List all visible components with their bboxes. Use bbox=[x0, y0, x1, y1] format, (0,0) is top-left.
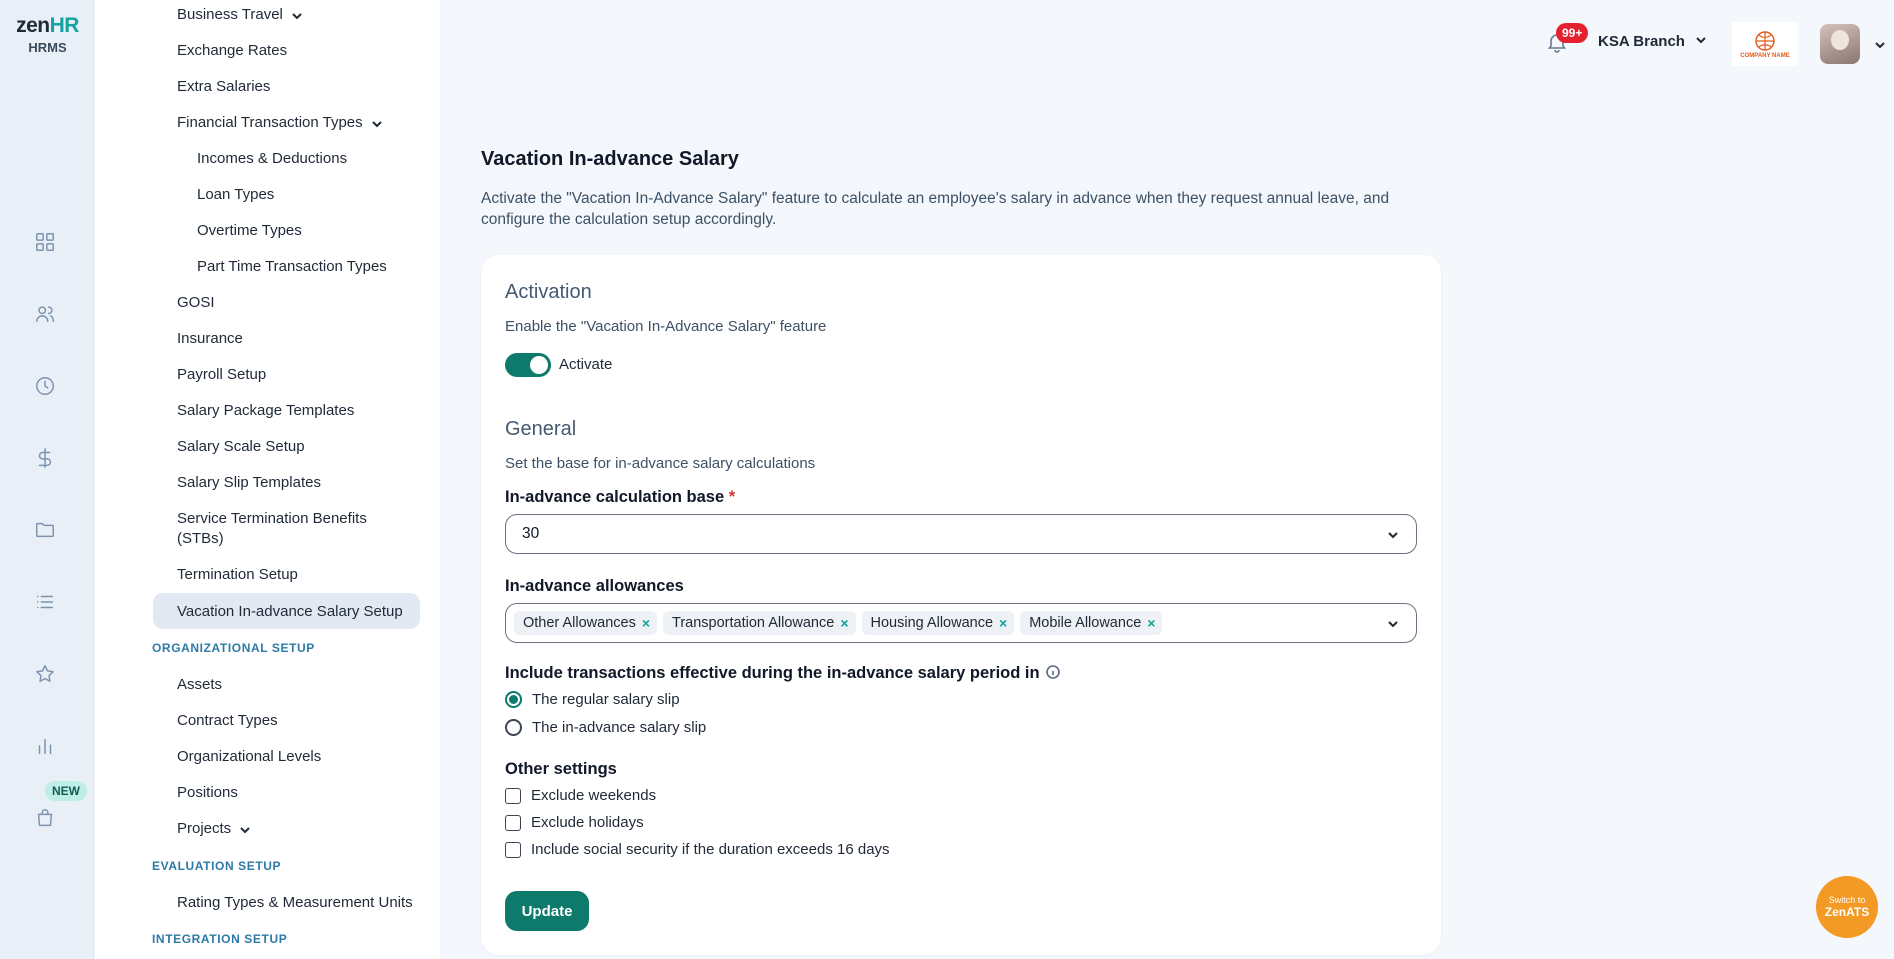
settings-card bbox=[481, 255, 1441, 955]
nav-termination-setup[interactable] bbox=[177, 566, 298, 583]
company-logo[interactable] bbox=[1732, 22, 1798, 66]
nav-label: Salary Slip Templates bbox=[177, 474, 321, 491]
calc-base-label-text: In-advance calculation base bbox=[505, 488, 725, 506]
nav-label: (STBs) bbox=[177, 530, 224, 547]
include-label-text: Include transactions effective during the in-advance salary period in bbox=[505, 664, 1040, 682]
radio-regular-slip[interactable] bbox=[505, 691, 680, 708]
nav-label: Salary Package Templates bbox=[177, 402, 355, 419]
nav-label: Vacation In-advance Salary Setup bbox=[177, 602, 403, 620]
brand-main: zen bbox=[16, 14, 50, 37]
clock-icon[interactable] bbox=[33, 374, 57, 398]
company-name-text: COMPANY NAME bbox=[1740, 53, 1790, 59]
nav-vacation-in-advance-salary-setup[interactable] bbox=[153, 593, 420, 629]
nav-positions[interactable] bbox=[177, 784, 238, 801]
tag-label: Mobile Allowance bbox=[1029, 615, 1142, 631]
checkbox bbox=[505, 788, 521, 804]
checkbox-exclude-holidays[interactable] bbox=[505, 814, 644, 831]
switch-to-zenats-button[interactable] bbox=[1816, 876, 1878, 938]
allowances-label: In-advance allowances bbox=[505, 577, 684, 595]
nav-label: Extra Salaries bbox=[177, 78, 271, 95]
section-integration-setup: INTEGRATION SETUP bbox=[152, 932, 288, 946]
checkbox-include-social-security[interactable] bbox=[505, 841, 890, 858]
nav-label: Incomes & Deductions bbox=[197, 150, 348, 167]
nav-salary-package-templates[interactable] bbox=[177, 402, 354, 419]
nav-gosi[interactable] bbox=[177, 294, 215, 311]
required-mark: * bbox=[728, 488, 736, 506]
nav-financial-transaction-types[interactable] bbox=[177, 114, 383, 131]
calc-base-label bbox=[505, 488, 735, 507]
activate-label: Activate bbox=[559, 356, 613, 373]
nav-incomes-deductions[interactable] bbox=[197, 150, 347, 167]
radio-in-advance-slip[interactable] bbox=[505, 719, 706, 736]
nav-organizational-levels[interactable] bbox=[177, 748, 321, 765]
activation-subtitle: Enable the "Vacation In-Advance Salary" feature bbox=[505, 318, 827, 335]
nav-label: Organizational Levels bbox=[177, 748, 322, 765]
bag-icon[interactable] bbox=[33, 806, 57, 830]
allowances-multiselect[interactable] bbox=[505, 603, 1417, 643]
checkbox-label: Include social security if the duration exceeds 16 days bbox=[531, 841, 890, 858]
nav-label: Positions bbox=[177, 784, 238, 801]
zenhr-logo[interactable] bbox=[10, 14, 85, 55]
radio-label: The regular salary slip bbox=[532, 691, 680, 708]
checkbox bbox=[505, 842, 521, 858]
nav-label: GOSI bbox=[177, 294, 215, 311]
nav-rating-types[interactable] bbox=[177, 894, 413, 911]
branch-selector[interactable] bbox=[1598, 33, 1707, 50]
brand-accent: HR bbox=[49, 14, 79, 37]
activate-toggle[interactable] bbox=[505, 353, 551, 377]
include-transactions-label bbox=[505, 664, 1060, 683]
general-subtitle: Set the base for in-advance salary calculations bbox=[505, 455, 816, 472]
chevron-down-icon bbox=[1386, 617, 1400, 631]
remove-tag-icon[interactable]: × bbox=[999, 615, 1008, 631]
info-icon[interactable] bbox=[1046, 665, 1060, 679]
list-icon[interactable] bbox=[33, 590, 57, 614]
allowance-tag bbox=[862, 611, 1015, 635]
general-title: General bbox=[505, 418, 577, 440]
activation-title: Activation bbox=[505, 281, 592, 303]
chevron-down-icon bbox=[291, 9, 303, 21]
nav-projects[interactable] bbox=[177, 820, 251, 837]
tag-label: Housing Allowance bbox=[870, 615, 994, 631]
nav-label: Contract Types bbox=[177, 712, 278, 729]
dollar-icon[interactable] bbox=[33, 446, 57, 470]
nav-salary-slip-templates[interactable] bbox=[177, 474, 321, 491]
allowance-tag bbox=[1020, 611, 1162, 635]
new-badge: NEW bbox=[45, 781, 87, 801]
icon-rail bbox=[0, 0, 94, 959]
chevron-down-icon[interactable] bbox=[1874, 38, 1886, 56]
other-settings-label: Other settings bbox=[505, 760, 617, 778]
nav-label: Exchange Rates bbox=[177, 42, 288, 59]
checkbox-label: Exclude holidays bbox=[531, 814, 644, 831]
remove-tag-icon[interactable]: × bbox=[641, 615, 651, 631]
nav-loan-types[interactable] bbox=[197, 186, 274, 203]
nav-assets[interactable] bbox=[177, 676, 222, 693]
checkbox bbox=[505, 815, 521, 831]
chevron-down-icon bbox=[371, 117, 383, 129]
remove-tag-icon[interactable]: × bbox=[1147, 615, 1156, 631]
radio-button bbox=[505, 691, 522, 708]
people-icon[interactable] bbox=[33, 302, 57, 326]
user-avatar[interactable] bbox=[1820, 24, 1860, 64]
radio-label: The in-advance salary slip bbox=[532, 719, 707, 736]
tag-label: Transportation Allowance bbox=[672, 615, 835, 631]
nav-label: Rating Types & Measurement Units bbox=[177, 894, 413, 911]
dashboard-icon[interactable] bbox=[33, 230, 57, 254]
chevron-down-icon bbox=[1386, 528, 1400, 542]
globe-icon bbox=[1751, 29, 1779, 53]
product-name: HRMS bbox=[28, 40, 67, 55]
bar-chart-icon[interactable] bbox=[33, 734, 57, 758]
nav-overtime-types[interactable] bbox=[197, 222, 302, 239]
nav-label: Insurance bbox=[177, 330, 243, 347]
nav-extra-salaries[interactable] bbox=[177, 78, 270, 95]
nav-label: Part Time Transaction Types bbox=[197, 258, 387, 275]
section-evaluation-setup: EVALUATION SETUP bbox=[152, 859, 282, 873]
nav-contract-types[interactable] bbox=[177, 712, 278, 729]
nav-label: Financial Transaction Types bbox=[177, 114, 363, 131]
chevron-down-icon bbox=[1695, 33, 1707, 50]
nav-insurance[interactable] bbox=[177, 330, 243, 347]
branch-name: KSA Branch bbox=[1598, 33, 1685, 50]
nav-label: Payroll Setup bbox=[177, 366, 267, 383]
nav-business-travel[interactable] bbox=[177, 6, 303, 23]
notifications-count-badge: 99+ bbox=[1556, 23, 1588, 43]
toggle-knob bbox=[530, 356, 548, 374]
calc-base-value: 30 bbox=[522, 525, 540, 542]
nav-stbs[interactable] bbox=[177, 530, 224, 547]
nav-label: Overtime Types bbox=[197, 222, 302, 239]
nav-salary-scale-setup[interactable] bbox=[177, 438, 305, 455]
nav-label: Projects bbox=[177, 820, 232, 837]
calc-base-select[interactable] bbox=[505, 514, 1417, 554]
tag-label: Other Allowances bbox=[523, 615, 636, 631]
page-description: Activate the "Vacation In-Advance Salary" feature to calculate an employee's salary in advance when they request annual leave, and configure the calculation setup accordingly. bbox=[481, 190, 1390, 228]
section-organizational-setup: ORGANIZATIONAL SETUP bbox=[152, 641, 315, 655]
nav-exchange-rates[interactable] bbox=[177, 42, 287, 59]
nav-service-termination-benefits[interactable] bbox=[177, 510, 367, 527]
allowance-tag bbox=[514, 611, 657, 635]
allowance-tag bbox=[663, 611, 855, 635]
nav-part-time-transaction-types[interactable] bbox=[197, 258, 387, 275]
nav-label: Loan Types bbox=[197, 186, 275, 203]
chevron-down-icon bbox=[239, 823, 251, 835]
radio-button bbox=[505, 719, 522, 736]
fab-line2: ZenATS bbox=[1824, 905, 1870, 919]
nav-payroll-setup[interactable] bbox=[177, 366, 266, 383]
star-icon[interactable] bbox=[33, 662, 57, 686]
nav-label: Business Travel bbox=[177, 6, 283, 23]
nav-label: Assets bbox=[177, 676, 223, 693]
update-button[interactable]: Update bbox=[505, 891, 589, 931]
nav-label: Service Termination Benefits bbox=[177, 510, 367, 527]
nav-label: Salary Scale Setup bbox=[177, 438, 305, 455]
folder-icon[interactable] bbox=[33, 518, 57, 542]
page-title: Vacation In-advance Salary bbox=[481, 148, 739, 170]
checkbox-exclude-weekends[interactable] bbox=[505, 787, 656, 804]
remove-tag-icon[interactable]: × bbox=[840, 615, 849, 631]
checkbox-label: Exclude weekends bbox=[531, 787, 657, 804]
fab-line1: Switch to bbox=[1828, 895, 1866, 905]
nav-label: Termination Setup bbox=[177, 566, 298, 583]
